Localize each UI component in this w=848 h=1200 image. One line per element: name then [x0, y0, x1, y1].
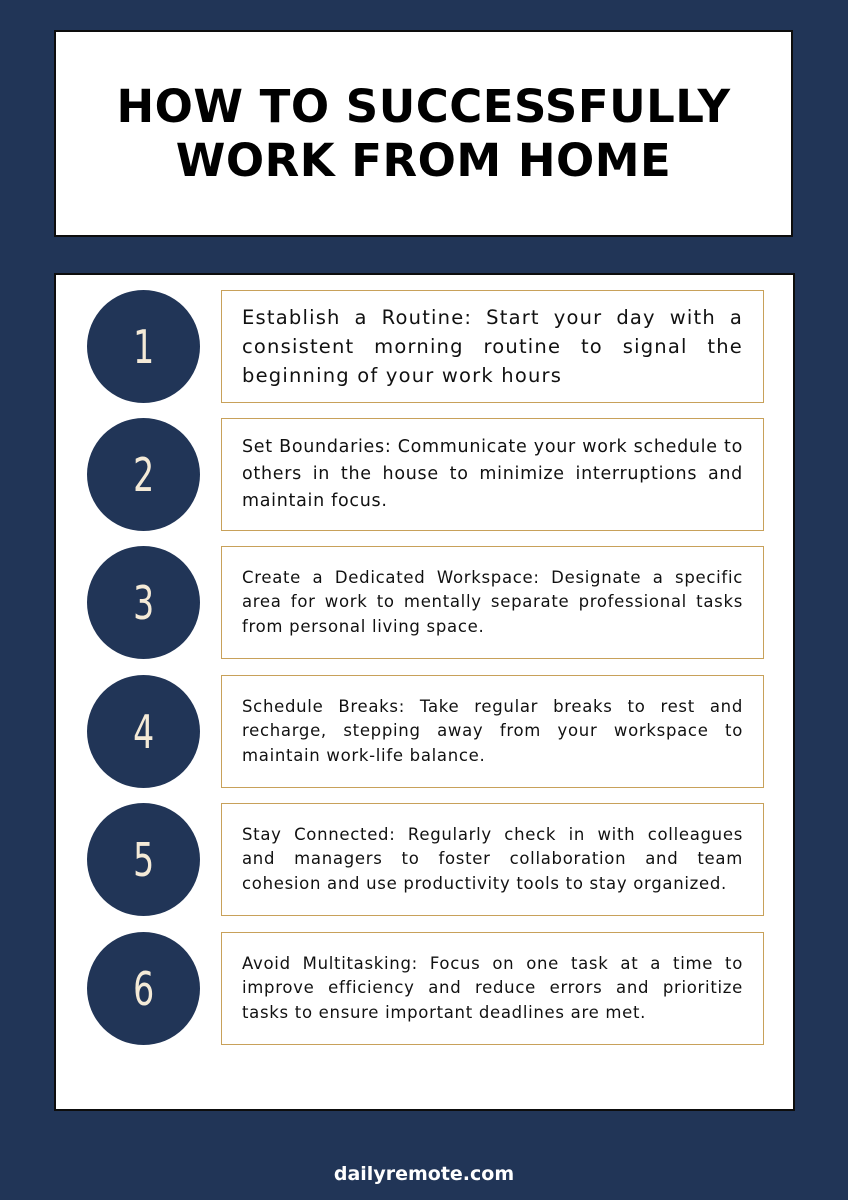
step-6-text: Avoid Multitasking: Focus on one task at a time to improve efficiency and reduce errors and prioritize tasks to ensure important deadlines are met. [242, 953, 743, 1022]
step-5 [56, 803, 793, 916]
step-5-number: 5 [132, 832, 155, 887]
step-2 [56, 418, 793, 531]
step-3-text: Create a Dedicated Workspace: Designate a specific area for work to mentally separate professional tasks from personal living space. [242, 567, 743, 636]
footer-website: dailyremote.com [333, 1163, 515, 1185]
step-1 [56, 290, 793, 403]
step-2-number-circle [87, 418, 200, 531]
step-5-text: Stay Connected: Regularly check in with colleagues and managers to foster collaboration and team cohesion and use productivity tools to stay organized. [242, 824, 743, 893]
step-1-number-circle [87, 290, 200, 403]
step-5-number-circle [87, 803, 200, 916]
step-1-text: Establish a Routine: Start your day with a consistent morning routine to signal the beginning of your work hours [242, 306, 743, 387]
step-3 [56, 546, 793, 659]
step-2-text: Set Boundaries: Communicate your work schedule to others in the house to minimize interruptions and maintain focus. [242, 437, 743, 511]
tips-panel [54, 273, 795, 1111]
step-6-number-circle [87, 932, 200, 1045]
step-4-number-circle [87, 675, 200, 788]
step-1-tip-box [221, 290, 764, 403]
step-3-number: 3 [132, 575, 155, 630]
step-1-number: 1 [132, 319, 155, 374]
step-6 [56, 932, 793, 1045]
step-6-number: 6 [132, 961, 155, 1016]
step-4 [56, 675, 793, 788]
step-5-tip-box [221, 803, 764, 916]
step-4-number: 4 [132, 704, 155, 759]
step-2-number: 2 [132, 447, 155, 502]
step-2-tip-box [221, 418, 764, 531]
step-6-tip-box [221, 932, 764, 1045]
step-3-number-circle [87, 546, 200, 659]
title-line-1: HOW TO SUCCESSFULLY [116, 79, 731, 133]
title-line-2: WORK FROM HOME [175, 133, 672, 187]
step-4-tip-box [221, 675, 764, 788]
step-4-text: Schedule Breaks: Take regular breaks to rest and recharge, stepping away from your workspace to maintain work-life balance. [242, 696, 743, 765]
step-3-tip-box [221, 546, 764, 659]
title-panel [54, 30, 793, 237]
